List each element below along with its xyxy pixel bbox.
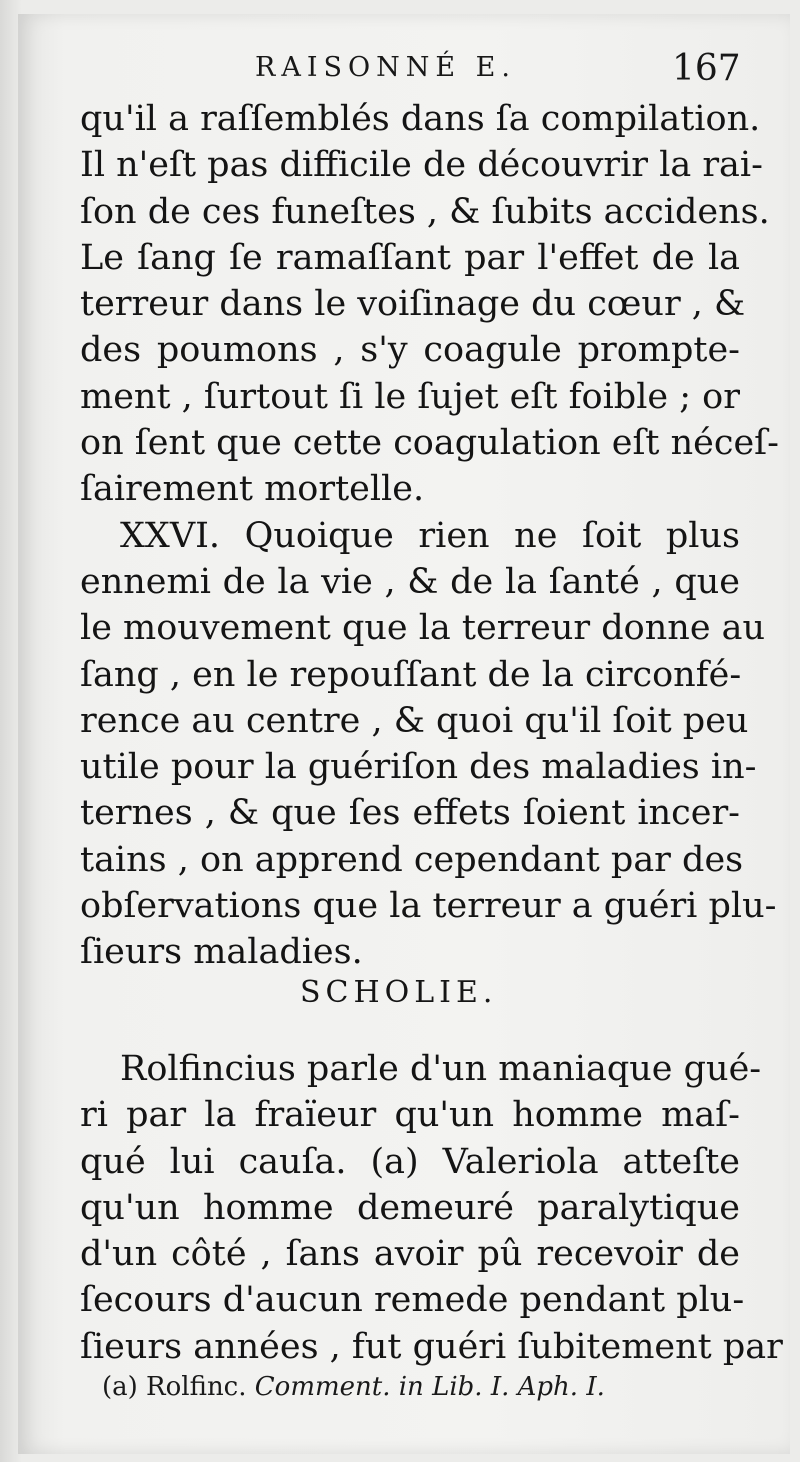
text-line: ennemi de la vie , & de la ſanté , que bbox=[80, 561, 740, 602]
text-line: des poumons , s'y coagule prompte- bbox=[80, 330, 740, 371]
body-text-lower bbox=[80, 1046, 783, 1370]
text-line: utile pour la guériſon des maladies in- bbox=[80, 747, 757, 788]
text-line: obſervations que la terreur a guéri plu- bbox=[80, 886, 777, 927]
text-line: ſang , en le repouſſant de la circonfé- bbox=[80, 654, 742, 695]
footnote-citation: Comment. in Lib. I. Aph. I. bbox=[254, 1372, 605, 1402]
text-line: ternes , & que ſes effets ſoient incer- bbox=[80, 793, 740, 834]
page-number: 167 bbox=[672, 48, 741, 89]
footnote-marker: (a) Rolfinc. bbox=[102, 1372, 247, 1402]
running-head: RAISONNÉ E. bbox=[255, 52, 516, 83]
text-line: ſairement mortelle. bbox=[80, 469, 425, 510]
text-line: ri par la fraïeur qu'un homme maſ- bbox=[80, 1095, 740, 1136]
text-line: terreur dans le voiſinage du cœur , & bbox=[80, 284, 746, 325]
text-line: qué lui cauſa. (a) Valeriola atteſte bbox=[80, 1141, 740, 1182]
text-line: qu'un homme demeuré paralytique bbox=[80, 1187, 740, 1228]
text-line: XXVI. Quoique rien ne ſoit plus bbox=[120, 515, 740, 556]
text-line: tains , on apprend cependant par des bbox=[80, 839, 744, 880]
text-line: Il n'eſt pas difficile de découvrir la rai- bbox=[80, 145, 763, 186]
text-line: rence au centre , & quoi qu'il ſoit peu bbox=[80, 700, 749, 741]
text-line: ſieurs années , fut guéri ſubitement par bbox=[80, 1326, 783, 1367]
body-text-upper bbox=[80, 96, 779, 976]
text-line: ment , ſurtout ſi le ſujet eſt foible ; or bbox=[80, 376, 740, 417]
text-line: ſieurs maladies. bbox=[80, 932, 363, 973]
text-line: le mouvement que la terreur donne au bbox=[80, 608, 766, 649]
text-line: Le ſang ſe ramaſſant par l'effet de la bbox=[80, 237, 740, 278]
text-line: ſon de ces funeſtes , & ſubits accidens. bbox=[80, 191, 770, 232]
section-heading: SCHOLIE. bbox=[300, 975, 498, 1010]
text-line: qu'il a raſſemblés dans ſa compilation. bbox=[80, 99, 761, 139]
text-line: d'un côté , ſans avoir pû recevoir de bbox=[80, 1234, 740, 1275]
text-line: Rolfincius parle d'un maniaque gué- bbox=[120, 1049, 762, 1089]
footnote bbox=[102, 1372, 605, 1402]
text-line: on ſent que cette coagulation eſt néceſ- bbox=[80, 423, 779, 464]
text-line: ſecours d'aucun remede pendant plu- bbox=[80, 1280, 745, 1321]
